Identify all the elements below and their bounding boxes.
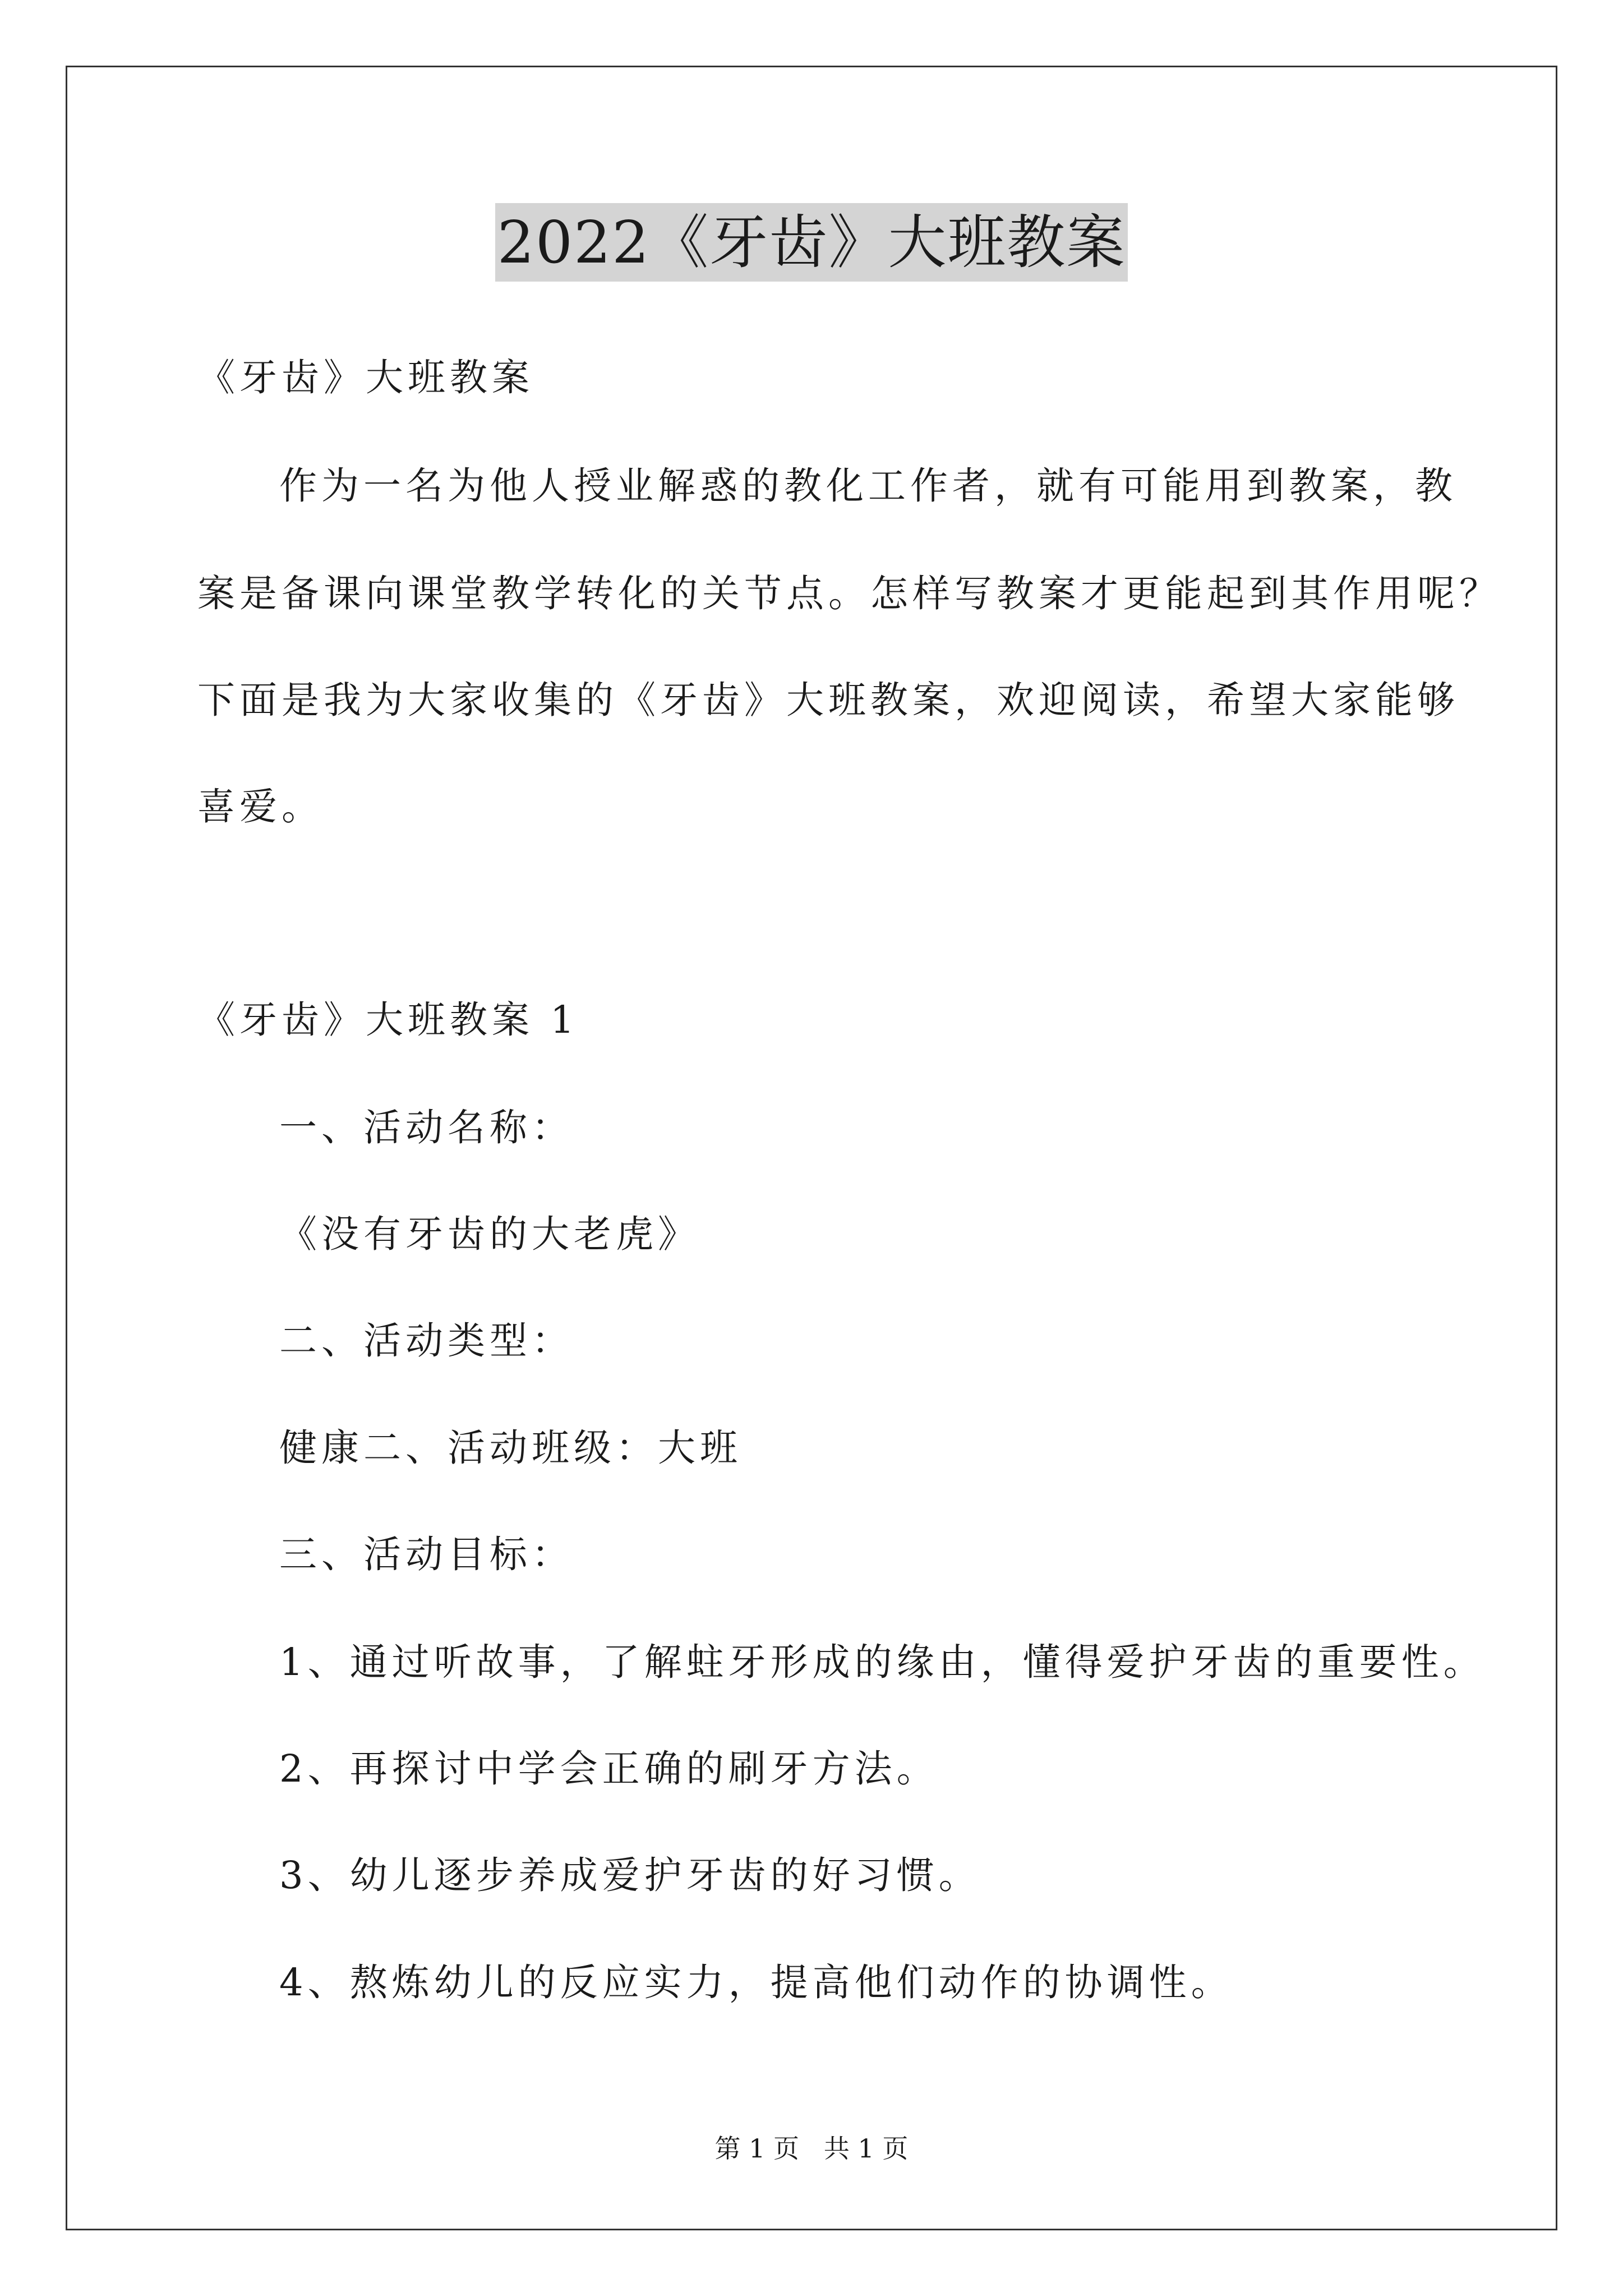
goal-item-2: 2、再探讨中学会正确的刷牙方法。 <box>279 1747 939 1791</box>
goal-item-4: 4、熬炼幼儿的反应实力，提高他们动作的协调性。 <box>279 1961 1233 2004</box>
activity-name-value: 《没有牙齿的大老虎》 <box>279 1212 700 1256</box>
intro-line-3: 下面是我为大家收集的《牙齿》大班教案，欢迎阅读，希望大家能够 <box>197 678 1459 722</box>
page-number-footer: 第 1 页 共 1 页 <box>714 2133 909 2164</box>
goal-item-3: 3、幼儿逐步养成爱护牙齿的好习惯。 <box>279 1853 981 1897</box>
intro-line-2: 案是备课向课堂教学转化的关节点。怎样写教案才更能起到其作用呢？ <box>197 572 1501 615</box>
activity-type-value: 健康二、活动班级：大班 <box>279 1426 742 1470</box>
intro-line-1: 作为一名为他人授业解惑的教化工作者，就有可能用到教案，教 <box>279 464 1457 508</box>
goal-item-1: 1、通过听故事，了解蛀牙形成的缘由，懂得爱护牙齿的重要性。 <box>279 1640 1486 1684</box>
document-subtitle: 《牙齿》大班教案 <box>197 356 534 399</box>
document-title: 2022《牙齿》大班教案 <box>495 203 1128 282</box>
activity-type-heading: 二、活动类型： <box>279 1319 574 1363</box>
title-container <box>0 203 1623 282</box>
activity-goals-heading: 三、活动目标： <box>279 1533 574 1576</box>
section-heading: 《牙齿》大班教案 1 <box>197 998 579 1042</box>
intro-line-4: 喜爱。 <box>197 785 324 829</box>
activity-name-heading: 一、活动名称： <box>279 1106 574 1149</box>
